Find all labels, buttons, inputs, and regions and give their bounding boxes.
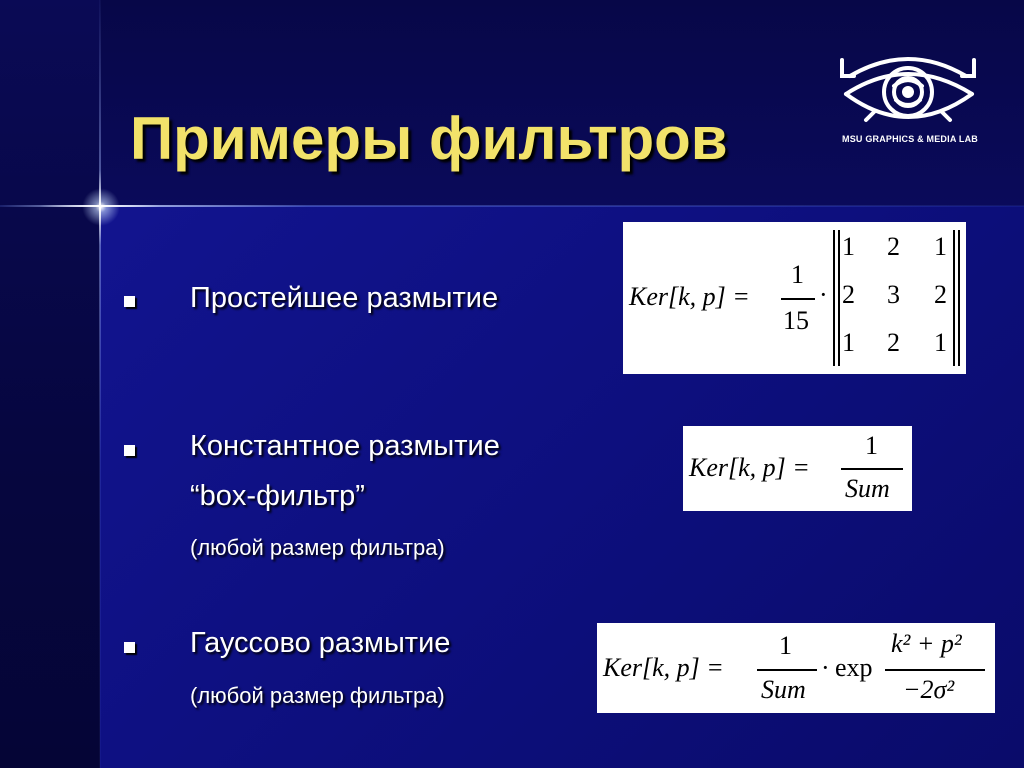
formula-3-den: Sum xyxy=(761,675,806,704)
bullet-3 xyxy=(124,642,135,653)
formula-simple-blur xyxy=(623,222,966,374)
flare-horizontal-ray xyxy=(40,205,160,207)
formula-3-exp-num: k² + p² xyxy=(891,629,962,658)
flare-vertical-ray xyxy=(99,170,101,245)
matrix-cell: 1 xyxy=(842,328,855,357)
formula-3-exp-den: −2σ² xyxy=(903,675,955,704)
matrix-cell: 1 xyxy=(842,232,855,261)
formula-1-num: 1 xyxy=(791,260,804,289)
left-band xyxy=(0,0,100,768)
vertical-rule xyxy=(99,0,101,768)
formula-3-fraction-line xyxy=(757,669,817,671)
matrix-right-bar-2 xyxy=(958,230,960,366)
formula-1-den: 15 xyxy=(783,306,809,335)
matrix-cell: 1 xyxy=(934,328,947,357)
formula-box-blur xyxy=(683,426,912,511)
formula-gaussian-blur xyxy=(597,623,995,713)
matrix-left-bar xyxy=(833,230,835,366)
formula-3-num: 1 xyxy=(779,631,792,660)
bullet-1 xyxy=(124,296,135,307)
formula-3-exp: exp xyxy=(835,653,873,682)
item-3-label: Гауссово размытие xyxy=(190,627,451,659)
light-flare xyxy=(82,188,120,226)
bullet-2 xyxy=(124,445,135,456)
item-2-note: (любой размер фильтра) xyxy=(190,535,445,560)
formula-3-exp-fraction-line xyxy=(885,669,985,671)
logo-caption: MSU GRAPHICS & MEDIA LAB xyxy=(842,134,978,144)
matrix-cell: 3 xyxy=(887,280,900,309)
formula-1-lhs: Ker[k, p] = xyxy=(629,282,750,311)
item-1-label: Простейшее размытие xyxy=(190,282,499,314)
formula-2-lhs: Ker[k, p] = xyxy=(689,453,810,482)
slide-title: Примеры фильтров xyxy=(130,105,728,172)
formula-3-lhs: Ker[k, p] = xyxy=(603,653,724,682)
matrix-left-bar-2 xyxy=(838,230,840,366)
matrix-cell: 2 xyxy=(887,232,900,261)
item-3-note: (любой размер фильтра) xyxy=(190,683,445,708)
matrix-cell: 2 xyxy=(934,280,947,309)
formula-3-dot: · xyxy=(821,653,830,682)
formula-1-dot: · xyxy=(819,280,828,309)
matrix-cell: 2 xyxy=(842,280,855,309)
item-2-label: Константное размытие xyxy=(190,430,500,462)
item-2-line2: “box-фильтр” xyxy=(190,480,365,512)
formula-2-num: 1 xyxy=(865,431,878,460)
formula-1-fraction-line xyxy=(781,298,815,300)
formula-2-fraction-line xyxy=(841,468,903,470)
matrix-cell: 2 xyxy=(887,328,900,357)
formula-2-den: Sum xyxy=(845,474,890,503)
matrix-right-bar xyxy=(953,230,955,366)
matrix-cell: 1 xyxy=(934,232,947,261)
